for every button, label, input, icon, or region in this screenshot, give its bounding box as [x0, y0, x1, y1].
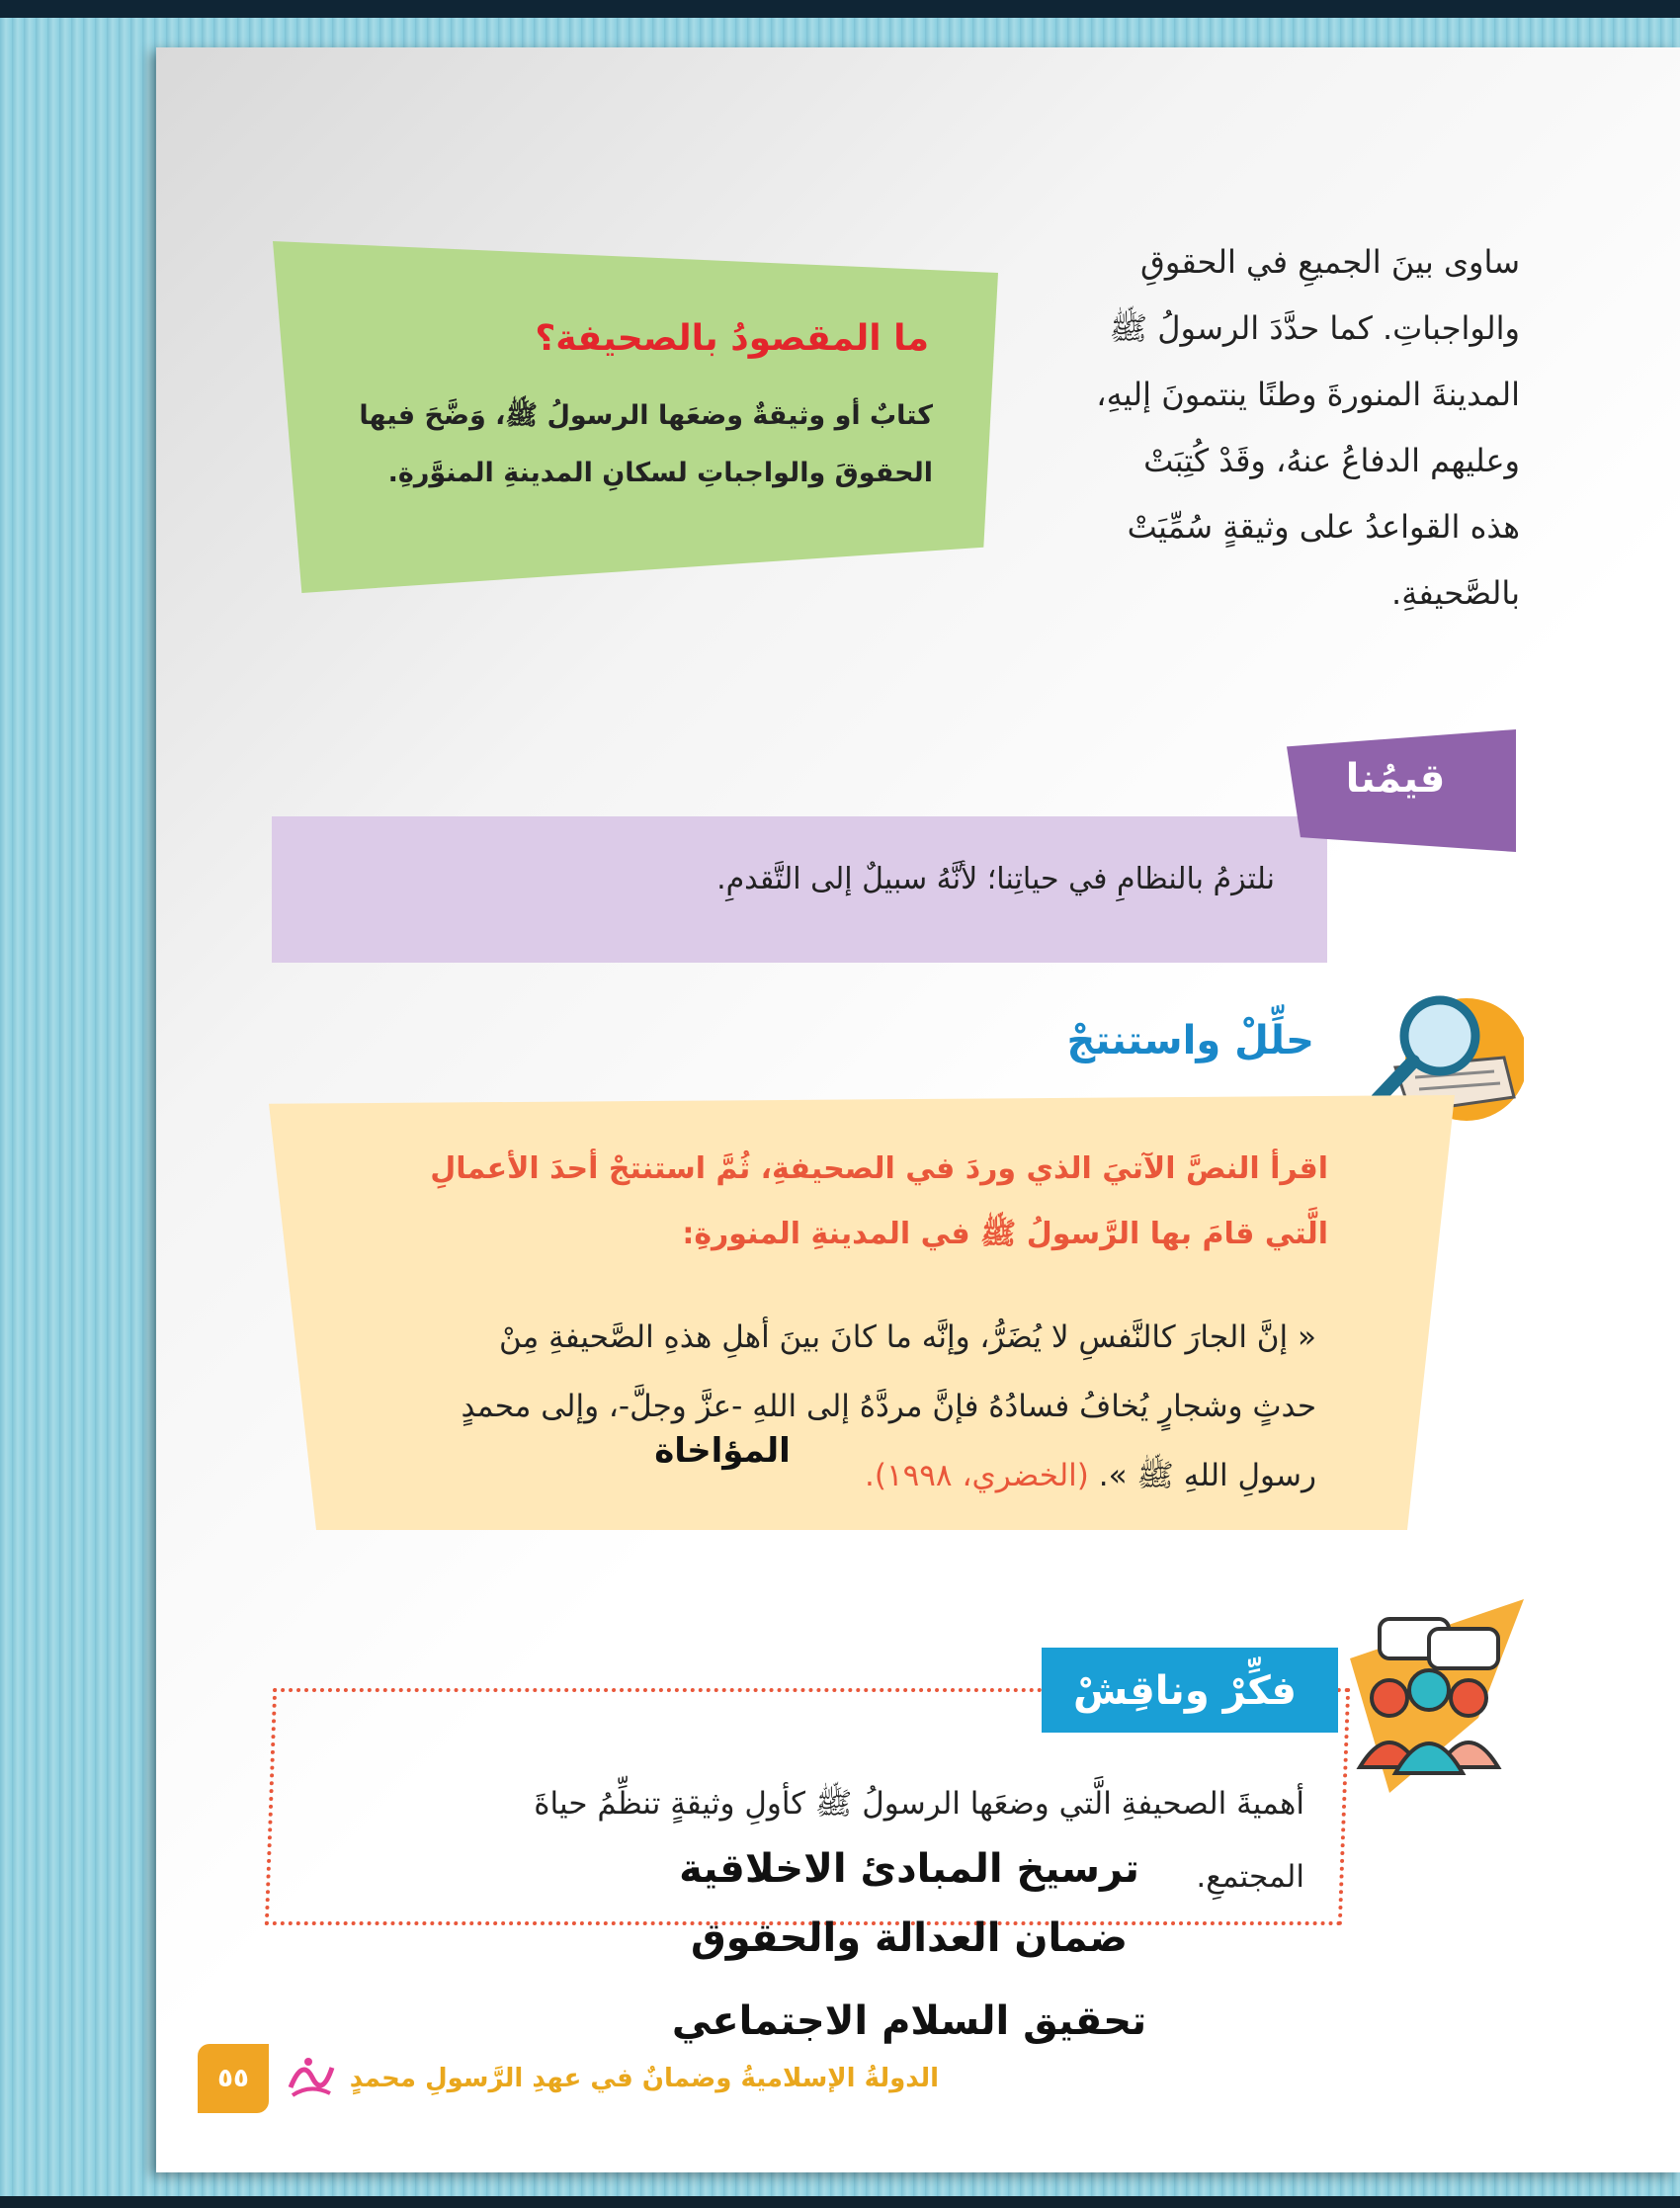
pbuh-calligraphy-icon [283, 2048, 338, 2103]
intro-line: المدينةَ المنورةَ وطنًا ينتمونَ إليهِ، [1096, 376, 1520, 413]
analyze-question [340, 1137, 1328, 1267]
intro-line: وعليهم الدفاعُ عنهُ، وقَدْ كُتِبَتْ [1143, 442, 1520, 479]
intro-line: ساوى بينَ الجميعِ في الحقوقِ [1140, 243, 1520, 281]
discussion-people-icon [1330, 1599, 1524, 1793]
discuss-line: المجتمعِ. [1196, 1859, 1304, 1895]
question-line: اقرأ النصَّ الآتيَ الذي وردَ في الصحيفةِ، ثُمَّ استنتجْ أحدَ الأعمالِ [430, 1151, 1328, 1186]
quote-last-line: رسولِ اللهِ ﷺ ». [1098, 1458, 1316, 1493]
definition-line: الحقوقَ والواجباتِ لسكانِ المدينةِ المنوَّرةِ. [387, 458, 933, 488]
footer-unit-title: الدولةُ الإسلاميةُ وضمانٌ في عهدِ الرَّسولِ محمدٍ [349, 2064, 939, 2093]
analyze-title: حلِّلْ واستنتجْ [1066, 1018, 1314, 1063]
quote-line [326, 1441, 1316, 1510]
quote-line: « إنَّ الجارَ كالنَّفسِ لا يُضَرُّ، وإنَّه ما كانَ بينَ أهلِ هذهِ الصَّحيفةِ مِنْ [499, 1319, 1316, 1355]
intro-line: والواجباتِ. كما حدَّدَ الرسولُ ﷺ [1109, 309, 1520, 347]
intro-paragraph [1046, 229, 1520, 627]
intro-line: هذه القواعدُ على وثيقةٍ سُمِّيَتْ [1127, 508, 1520, 546]
discuss-answer-3: تحقيق السلام الاجتماعي [671, 1998, 1147, 2044]
values-label: قيمُنا [1345, 756, 1446, 802]
intro-line: بالصَّحيفةِ. [1391, 574, 1520, 612]
definition-title: ما المقصودُ بالصحيفة؟ [535, 318, 929, 359]
sahifa-quote [326, 1303, 1316, 1510]
definition-text [308, 387, 933, 502]
window-top-bar [0, 0, 1680, 18]
discuss-line: أهميةَ الصحيفةِ الَّتي وضعَها الرسولُ ﷺ كأولِ وثيقةٍ تنظِّمُ حياةَ [534, 1786, 1304, 1822]
discuss-answer-1: ترسيخ المبادئ الاخلاقية [679, 1846, 1139, 1892]
definition-line: كتابٌ أو وثيقةٌ وضعَها الرسولُ ﷺ، وَضَّحَ فيها [359, 400, 933, 431]
question-line: الَّتي قامَ بها الرَّسولُ ﷺ في المدينةِ المنورةِ: [682, 1217, 1328, 1251]
quote-source: (الخضري، ١٩٩٨). [865, 1458, 1089, 1493]
page-number: ٥٥ [198, 2044, 269, 2113]
window-bottom-bar [0, 2196, 1680, 2208]
quote-line: حدثٍ وشجارٍ يُخافُ فسادُهُ فإنَّ مردَّهُ إلى اللهِ -عزَّ وجلَّ-، وإلى محمدٍ [461, 1389, 1316, 1424]
analyze-answer: المؤاخاة [654, 1431, 791, 1471]
discuss-answer-2: ضمان العدالة والحقوق [691, 1915, 1128, 1961]
discuss-label: فكِّرْ وناقِشْ [1073, 1668, 1297, 1714]
values-text: نلتزمُ بالنظامِ في حياتِنا؛ لأنَّهُ سبيلٌ إلى التَّقدمِ. [716, 862, 1275, 896]
